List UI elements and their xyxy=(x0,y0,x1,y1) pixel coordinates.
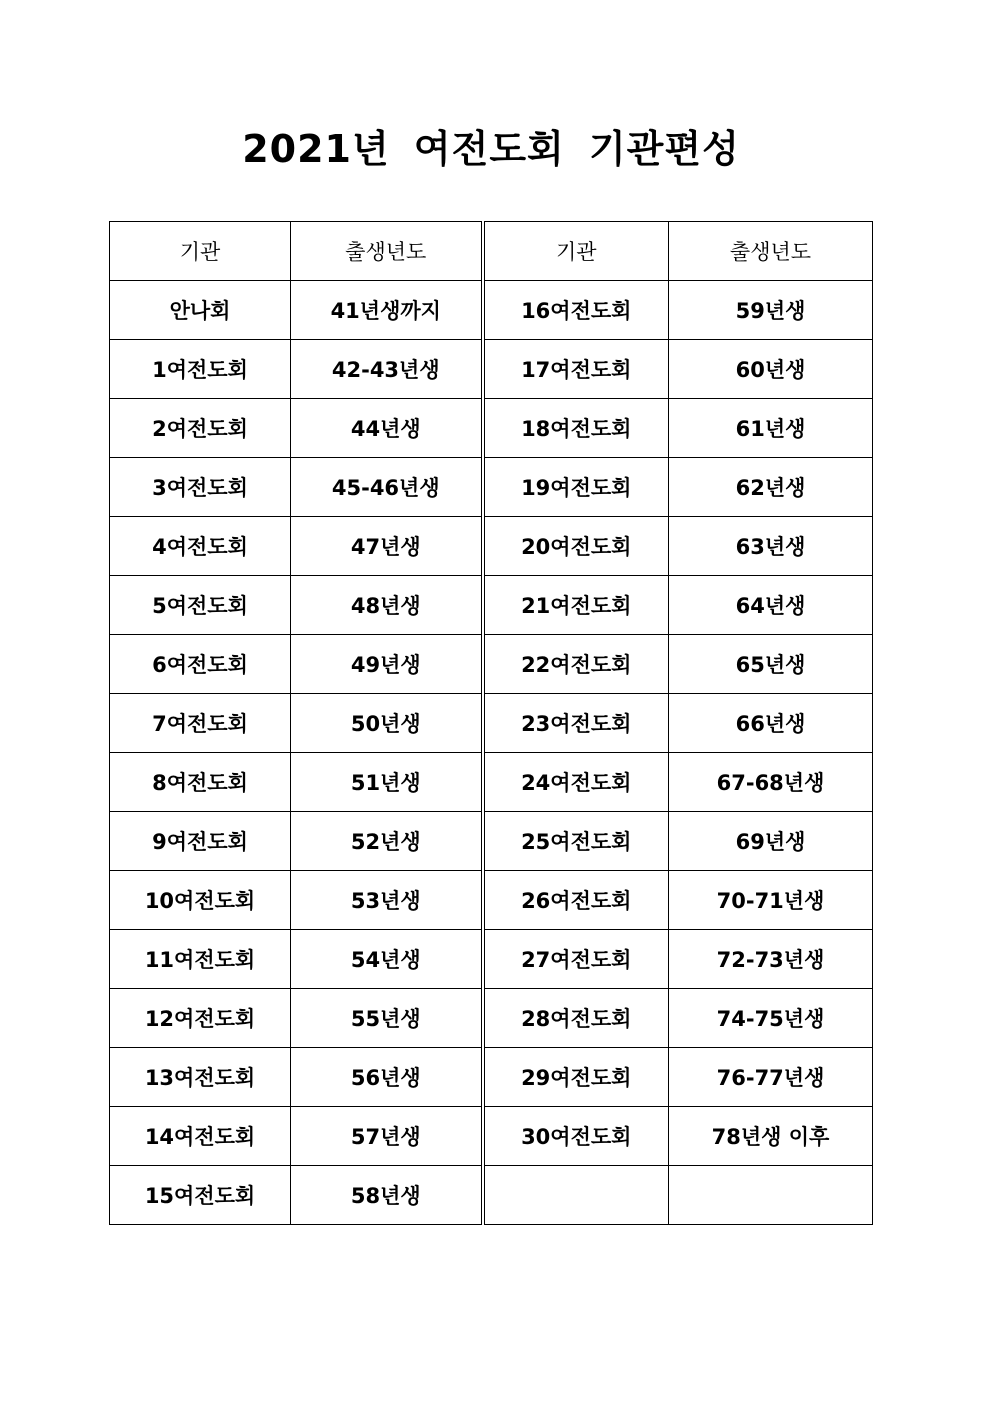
cell-birth-year-left: 47년생 xyxy=(291,517,483,576)
cell-org-left: 4여전도회 xyxy=(110,517,291,576)
table-row xyxy=(110,930,873,989)
cell-birth-year-left: 45-46년생 xyxy=(291,458,483,517)
table-row xyxy=(110,281,873,340)
cell-org-right: 28여전도회 xyxy=(483,989,669,1048)
cell-birth-year-right: 59년생 xyxy=(669,281,873,340)
table-row xyxy=(110,753,873,812)
cell-birth-year-right: 67-68년생 xyxy=(669,753,873,812)
cell-org-left: 7여전도회 xyxy=(110,694,291,753)
cell-org-left: 안나회 xyxy=(110,281,291,340)
cell-birth-year-right: 63년생 xyxy=(669,517,873,576)
cell-org-left: 8여전도회 xyxy=(110,753,291,812)
table-header-row xyxy=(110,222,873,281)
table-row xyxy=(110,1166,873,1225)
cell-org-right: 21여전도회 xyxy=(483,576,669,635)
cell-org-left: 5여전도회 xyxy=(110,576,291,635)
cell-birth-year-right: 70-71년생 xyxy=(669,871,873,930)
cell-birth-year-right: 65년생 xyxy=(669,635,873,694)
cell-org-left: 3여전도회 xyxy=(110,458,291,517)
cell-birth-year-right: 72-73년생 xyxy=(669,930,873,989)
cell-org-right: 19여전도회 xyxy=(483,458,669,517)
cell-birth-year-left: 57년생 xyxy=(291,1107,483,1166)
cell-birth-year-left: 54년생 xyxy=(291,930,483,989)
cell-birth-year-left: 42-43년생 xyxy=(291,340,483,399)
header-org-left: 기관 xyxy=(110,222,291,281)
cell-birth-year-left: 50년생 xyxy=(291,694,483,753)
cell-org-left: 12여전도회 xyxy=(110,989,291,1048)
cell-org-right: 23여전도회 xyxy=(483,694,669,753)
cell-birth-year-right: 66년생 xyxy=(669,694,873,753)
cell-birth-year-right: 62년생 xyxy=(669,458,873,517)
header-birth-year-left: 출생년도 xyxy=(291,222,483,281)
table-row xyxy=(110,517,873,576)
cell-birth-year-right: 78년생 이후 xyxy=(669,1107,873,1166)
cell-birth-year-right: 61년생 xyxy=(669,399,873,458)
table-row xyxy=(110,458,873,517)
header-org-right: 기관 xyxy=(483,222,669,281)
cell-org-right: 17여전도회 xyxy=(483,340,669,399)
cell-birth-year-right: 76-77년생 xyxy=(669,1048,873,1107)
cell-org-right: 26여전도회 xyxy=(483,871,669,930)
cell-org-left: 1여전도회 xyxy=(110,340,291,399)
cell-birth-year-left: 58년생 xyxy=(291,1166,483,1225)
header-birth-year-right: 출생년도 xyxy=(669,222,873,281)
cell-birth-year-left: 55년생 xyxy=(291,989,483,1048)
table-row xyxy=(110,576,873,635)
cell-org-right: 16여전도회 xyxy=(483,281,669,340)
cell-org-right: 18여전도회 xyxy=(483,399,669,458)
cell-org-left: 13여전도회 xyxy=(110,1048,291,1107)
table-row xyxy=(110,1048,873,1107)
cell-birth-year-left: 52년생 xyxy=(291,812,483,871)
cell-org-right: 22여전도회 xyxy=(483,635,669,694)
cell-org-left: 11여전도회 xyxy=(110,930,291,989)
cell-org-left: 9여전도회 xyxy=(110,812,291,871)
organization-table xyxy=(109,221,873,1225)
cell-org-left: 15여전도회 xyxy=(110,1166,291,1225)
cell-birth-year-right: 69년생 xyxy=(669,812,873,871)
page-title: 2021년 여전도회 기관편성 xyxy=(242,127,740,171)
table-row xyxy=(110,989,873,1048)
cell-org-right: 25여전도회 xyxy=(483,812,669,871)
table-row xyxy=(110,1107,873,1166)
cell-org-right: 20여전도회 xyxy=(483,517,669,576)
cell-org-right xyxy=(483,1166,669,1225)
cell-birth-year-left: 48년생 xyxy=(291,576,483,635)
cell-birth-year-left: 53년생 xyxy=(291,871,483,930)
cell-birth-year-left: 56년생 xyxy=(291,1048,483,1107)
cell-birth-year-left: 44년생 xyxy=(291,399,483,458)
table-row xyxy=(110,871,873,930)
cell-birth-year-right: 64년생 xyxy=(669,576,873,635)
cell-birth-year-left: 49년생 xyxy=(291,635,483,694)
cell-org-left: 14여전도회 xyxy=(110,1107,291,1166)
cell-org-left: 10여전도회 xyxy=(110,871,291,930)
table-row xyxy=(110,694,873,753)
table-body xyxy=(110,281,873,1225)
cell-birth-year-right: 60년생 xyxy=(669,340,873,399)
table-row xyxy=(110,399,873,458)
table-row xyxy=(110,635,873,694)
cell-org-right: 30여전도회 xyxy=(483,1107,669,1166)
table-row xyxy=(110,340,873,399)
cell-org-right: 27여전도회 xyxy=(483,930,669,989)
table-row xyxy=(110,812,873,871)
cell-org-right: 29여전도회 xyxy=(483,1048,669,1107)
cell-birth-year-right xyxy=(669,1166,873,1225)
cell-org-right: 24여전도회 xyxy=(483,753,669,812)
cell-org-left: 6여전도회 xyxy=(110,635,291,694)
cell-org-left: 2여전도회 xyxy=(110,399,291,458)
cell-birth-year-left: 51년생 xyxy=(291,753,483,812)
cell-birth-year-right: 74-75년생 xyxy=(669,989,873,1048)
cell-birth-year-left: 41년생까지 xyxy=(291,281,483,340)
